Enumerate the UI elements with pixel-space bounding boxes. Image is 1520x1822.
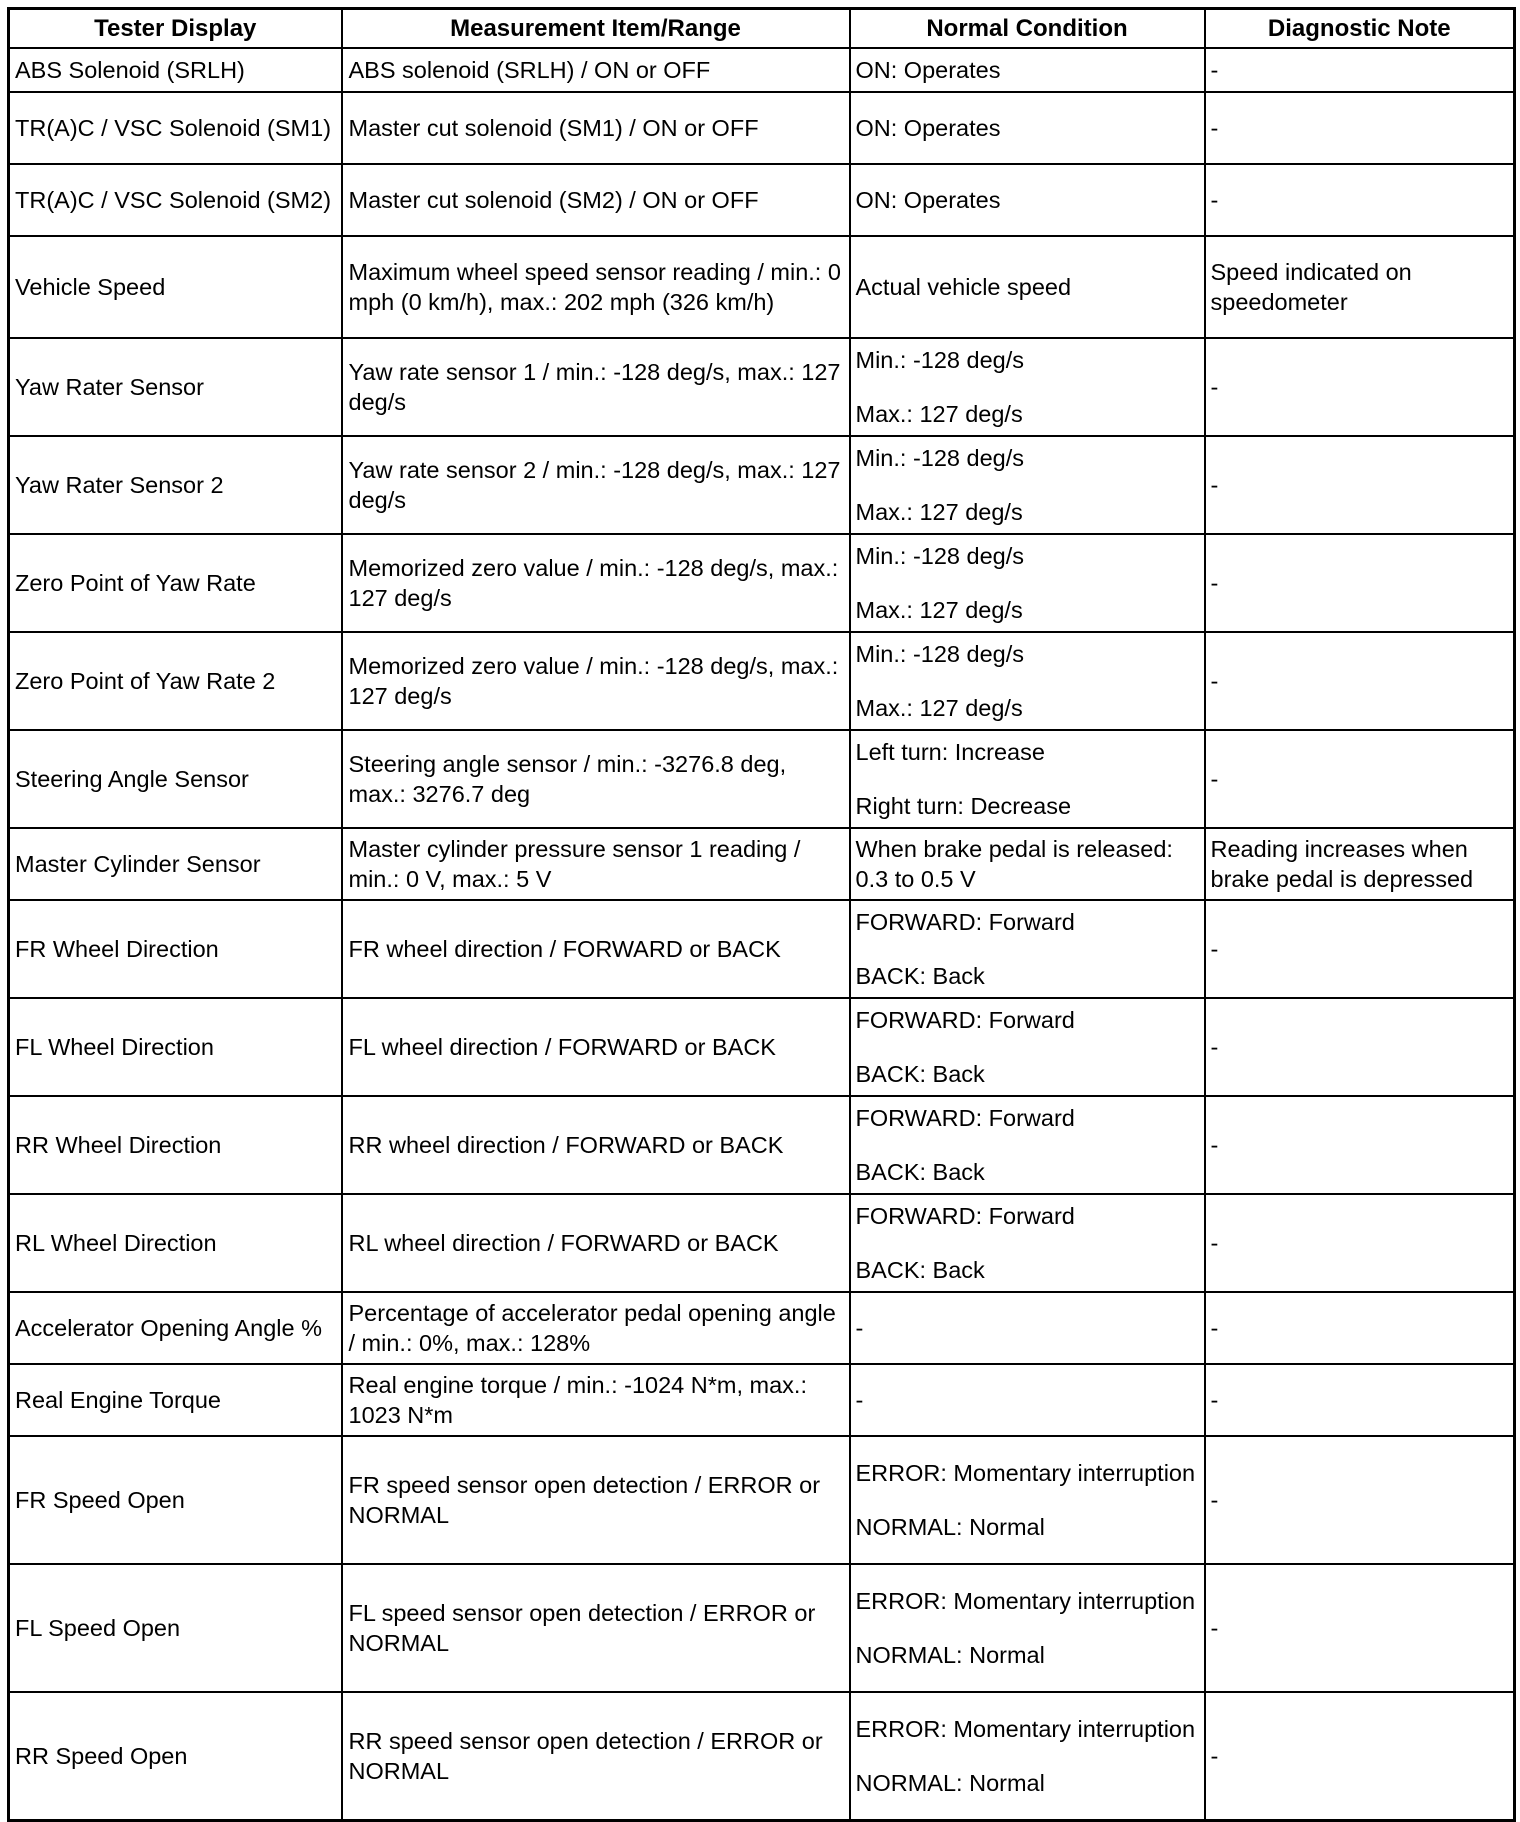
tester-display-cell: TR(A)C / VSC Solenoid (SM1) <box>9 92 342 164</box>
table-row <box>9 998 1515 1096</box>
normal-condition-cell <box>850 338 1205 436</box>
diagnostic-note-cell: - <box>1205 92 1515 164</box>
normal-condition-line: ERROR: Momentary interruption <box>855 1460 1196 1486</box>
normal-condition-line: FORWARD: Forward <box>855 909 1075 935</box>
measurement-item-cell: ABS solenoid (SRLH) / ON or OFF <box>342 48 850 92</box>
tester-display-cell: RR Speed Open <box>9 1692 342 1820</box>
diagnostic-note-cell: - <box>1205 48 1515 92</box>
normal-condition-line: Max.: 127 deg/s <box>855 695 1023 721</box>
table-row <box>9 338 1515 436</box>
normal-condition-line: FORWARD: Forward <box>855 1007 1075 1033</box>
diagnostic-note-cell: - <box>1205 998 1515 1096</box>
table-row <box>9 436 1515 534</box>
normal-condition-line: Min.: -128 deg/s <box>855 543 1025 569</box>
measurement-item-cell: RR wheel direction / FORWARD or BACK <box>342 1096 850 1194</box>
normal-condition-line: Max.: 127 deg/s <box>855 597 1023 623</box>
normal-condition-line: BACK: Back <box>855 963 985 989</box>
header-tester-display: Tester Display <box>9 9 342 49</box>
header-row <box>9 9 1515 49</box>
normal-condition-line: Actual vehicle speed <box>855 274 1072 300</box>
normal-condition-cell <box>850 1692 1205 1820</box>
diagnostic-note-cell: - <box>1205 338 1515 436</box>
table-row <box>9 828 1515 900</box>
normal-condition-cell <box>850 828 1205 900</box>
normal-condition-line: When brake pedal is released: 0.3 to 0.5 V <box>855 836 1173 892</box>
table-row <box>9 164 1515 236</box>
tester-display-cell: FR Wheel Direction <box>9 900 342 998</box>
measurement-item-cell: Memorized zero value / min.: -128 deg/s, max.: 127 deg/s <box>342 632 850 730</box>
normal-condition-line: NORMAL: Normal <box>855 1642 1045 1668</box>
normal-condition-cell <box>850 236 1205 338</box>
header-measurement-item: Measurement Item/Range <box>342 9 850 49</box>
tester-display-cell: FR Speed Open <box>9 1436 342 1564</box>
normal-condition-cell <box>850 1364 1205 1436</box>
diagnostic-note-cell: Reading increases when brake pedal is depressed <box>1205 828 1515 900</box>
measurement-item-cell: RR speed sensor open detection / ERROR or NORMAL <box>342 1692 850 1820</box>
diagnostic-note-cell: - <box>1205 632 1515 730</box>
tester-display-cell: Steering Angle Sensor <box>9 730 342 828</box>
normal-condition-line: NORMAL: Normal <box>855 1769 1045 1796</box>
tester-display-cell: Real Engine Torque <box>9 1364 342 1436</box>
table-row <box>9 1194 1515 1292</box>
measurement-item-cell: Maximum wheel speed sensor reading / min.: 0 mph (0 km/h), max.: 202 mph (326 km/h) <box>342 236 850 338</box>
normal-condition-cell <box>850 164 1205 236</box>
measurement-item-cell: FL speed sensor open detection / ERROR or NORMAL <box>342 1564 850 1692</box>
diagnostic-note-cell: - <box>1205 1564 1515 1692</box>
tester-display-cell: ABS Solenoid (SRLH) <box>9 48 342 92</box>
table-row <box>9 236 1515 338</box>
normal-condition-cell <box>850 436 1205 534</box>
tester-display-cell: FL Speed Open <box>9 1564 342 1692</box>
measurement-item-cell: Memorized zero value / min.: -128 deg/s, max.: 127 deg/s <box>342 534 850 632</box>
normal-condition-cell <box>850 730 1205 828</box>
normal-condition-cell <box>850 900 1205 998</box>
header-normal-condition: Normal Condition <box>850 9 1205 49</box>
table-row <box>9 1564 1515 1692</box>
tester-display-cell: Vehicle Speed <box>9 236 342 338</box>
header-diagnostic-note: Diagnostic Note <box>1205 9 1515 49</box>
table-row <box>9 1364 1515 1436</box>
table-row <box>9 632 1515 730</box>
measurement-item-cell: Percentage of accelerator pedal opening angle / min.: 0%, max.: 128% <box>342 1292 850 1364</box>
normal-condition-line: Min.: -128 deg/s <box>855 347 1025 373</box>
normal-condition-line: ON: Operates <box>855 187 1001 213</box>
diagnostic-note-cell: - <box>1205 900 1515 998</box>
measurement-item-cell: FR speed sensor open detection / ERROR or NORMAL <box>342 1436 850 1564</box>
normal-condition-line: FORWARD: Forward <box>855 1203 1075 1229</box>
normal-condition-line: ON: Operates <box>855 57 1001 83</box>
normal-condition-line: - <box>855 1315 864 1341</box>
normal-condition-line: Max.: 127 deg/s <box>855 401 1023 427</box>
tester-display-cell: TR(A)C / VSC Solenoid (SM2) <box>9 164 342 236</box>
table-row <box>9 48 1515 92</box>
data-list-table <box>7 7 1516 1822</box>
normal-condition-line: NORMAL: Normal <box>855 1514 1045 1540</box>
table-row <box>9 900 1515 998</box>
diagnostic-note-cell: Speed indicated on speedometer <box>1205 236 1515 338</box>
measurement-item-cell: Master cut solenoid (SM1) / ON or OFF <box>342 92 850 164</box>
table-row <box>9 92 1515 164</box>
measurement-item-cell: Master cylinder pressure sensor 1 reading / min.: 0 V, max.: 5 V <box>342 828 850 900</box>
table-row <box>9 534 1515 632</box>
normal-condition-cell <box>850 92 1205 164</box>
tester-display-cell: Zero Point of Yaw Rate 2 <box>9 632 342 730</box>
tester-display-cell: RL Wheel Direction <box>9 1194 342 1292</box>
diagnostic-note-cell: - <box>1205 534 1515 632</box>
normal-condition-line: ERROR: Momentary interruption <box>855 1588 1196 1614</box>
measurement-item-cell: Steering angle sensor / min.: -3276.8 deg, max.: 3276.7 deg <box>342 730 850 828</box>
normal-condition-line: Min.: -128 deg/s <box>855 445 1025 471</box>
normal-condition-cell <box>850 1292 1205 1364</box>
normal-condition-cell <box>850 632 1205 730</box>
normal-condition-line: - <box>855 1387 864 1413</box>
normal-condition-line: Right turn: Decrease <box>855 793 1072 819</box>
tester-display-cell: Yaw Rater Sensor 2 <box>9 436 342 534</box>
normal-condition-line: ON: Operates <box>855 115 1001 141</box>
tester-display-cell: RR Wheel Direction <box>9 1096 342 1194</box>
diagnostic-note-cell: - <box>1205 1692 1515 1820</box>
normal-condition-cell <box>850 534 1205 632</box>
table-row <box>9 730 1515 828</box>
measurement-item-cell: Yaw rate sensor 1 / min.: -128 deg/s, max.: 127 deg/s <box>342 338 850 436</box>
diagnostic-note-cell: - <box>1205 1096 1515 1194</box>
measurement-item-cell: Real engine torque / min.: -1024 N*m, max.: 1023 N*m <box>342 1364 850 1436</box>
normal-condition-line: BACK: Back <box>855 1159 985 1185</box>
diagnostic-note-cell: - <box>1205 436 1515 534</box>
normal-condition-cell <box>850 1194 1205 1292</box>
table-row <box>9 1692 1515 1820</box>
normal-condition-line: FORWARD: Forward <box>855 1105 1075 1131</box>
table-row <box>9 1096 1515 1194</box>
normal-condition-cell <box>850 1436 1205 1564</box>
table-row <box>9 1436 1515 1564</box>
diagnostic-note-cell: - <box>1205 164 1515 236</box>
diagnostic-note-cell: - <box>1205 1292 1515 1364</box>
normal-condition-cell <box>850 1564 1205 1692</box>
measurement-item-cell: Master cut solenoid (SM2) / ON or OFF <box>342 164 850 236</box>
normal-condition-line: BACK: Back <box>855 1061 985 1087</box>
normal-condition-line: Min.: -128 deg/s <box>855 641 1025 667</box>
normal-condition-line: Max.: 127 deg/s <box>855 499 1023 525</box>
diagnostic-note-cell: - <box>1205 730 1515 828</box>
measurement-item-cell: FL wheel direction / FORWARD or BACK <box>342 998 850 1096</box>
tester-display-cell: Yaw Rater Sensor <box>9 338 342 436</box>
tester-display-cell: Zero Point of Yaw Rate <box>9 534 342 632</box>
diagnostic-note-cell: - <box>1205 1364 1515 1436</box>
normal-condition-cell <box>850 1096 1205 1194</box>
measurement-item-cell: Yaw rate sensor 2 / min.: -128 deg/s, max.: 127 deg/s <box>342 436 850 534</box>
table-row <box>9 1292 1515 1364</box>
measurement-item-cell: FR wheel direction / FORWARD or BACK <box>342 900 850 998</box>
diagnostic-note-cell: - <box>1205 1194 1515 1292</box>
normal-condition-line: BACK: Back <box>855 1257 985 1283</box>
tester-display-cell: Master Cylinder Sensor <box>9 828 342 900</box>
normal-condition-line: ERROR: Momentary interruption <box>855 1715 1196 1742</box>
normal-condition-line: Left turn: Increase <box>855 739 1045 765</box>
tester-display-cell: Accelerator Opening Angle % <box>9 1292 342 1364</box>
tester-display-cell: FL Wheel Direction <box>9 998 342 1096</box>
normal-condition-cell <box>850 48 1205 92</box>
normal-condition-cell <box>850 998 1205 1096</box>
measurement-item-cell: RL wheel direction / FORWARD or BACK <box>342 1194 850 1292</box>
diagnostic-note-cell: - <box>1205 1436 1515 1564</box>
